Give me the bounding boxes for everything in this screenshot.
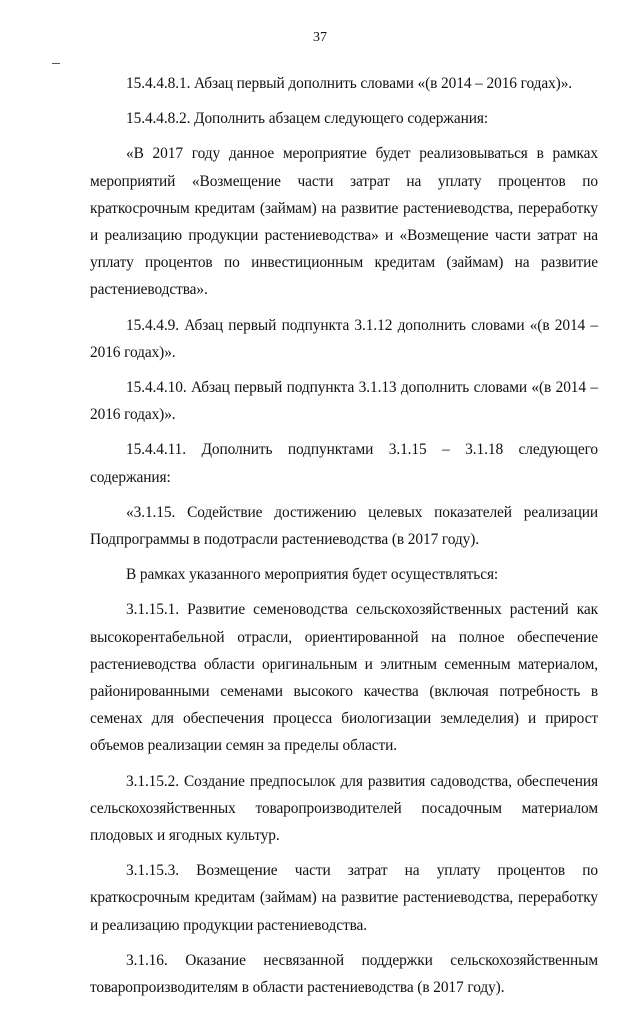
paragraph-3-1-15-3: 3.1.15.3. Возмещение части затрат на уплату процентов по краткосрочным кредитам (займам) на развитие растениеводства, переработку и реализацию продукции растениеводства. [90,862,598,934]
paragraph-15-4-4-8-2: 15.4.4.8.2. Дополнить абзацем следующего содержания: [126,110,489,128]
paragraph-3-1-15-2: 3.1.15.2. Создание предпосылок для развития садоводства, обеспечения сельскохозяйственных товаропроизводителей посадочным материалом плодовых и ягодных культур. [90,772,598,845]
paragraph-quote-2017: «В 2017 году данное мероприятие будет реализовываться в рамках мероприятий «Возмещение части затрат на уплату процентов по краткосрочным кредитам (займам) на развитие растениеводства, переработку и реализацию продукции растениеводства» и «Возмещение части затрат на уплату процентов по инвестиционным кредитам (займам) на развитие растениеводства». [90,145,598,299]
paragraph-15-4-4-8-1: 15.4.4.8.1. Абзац первый дополнить словами «(в 2014 – 2016 годах)». [126,75,573,92]
paragraph-measure-intro: В рамках указанного мероприятия будет осуществляться: [126,566,499,584]
paragraph-3-1-15: «3.1.15. Содействие достижению целевых показателей реализации Подпрограммы в подотрасли растениеводства (в 2017 году). [90,503,598,549]
paragraph-3-1-15-1: 3.1.15.1. Развитие семеноводства сельскохозяйственных растений как высокорентабельной отрасли, ориентированной на полное обеспечение растениеводства области оригинальным и элитным семенным материалом, районированными семенами высокого качества (включая потребность в семенах для обеспечения процесса биологизации земледелия) и прирост объемов реализации семян за пределы области. [90,601,598,755]
margin-mark [52,63,60,64]
page-number: 37 [313,30,327,45]
paragraph-15-4-4-10: 15.4.4.10. Абзац первый подпункта 3.1.13 дополнить словами «(в 2014 – 2016 годах)». [90,379,598,424]
paragraph-15-4-4-9: 15.4.4.9. Абзац первый подпункта 3.1.12 дополнить словами «(в 2014 – 2016 годах)». [90,316,598,361]
paragraph-3-1-16: 3.1.16. Оказание несвязанной поддержки сельскохозяйственным товаропроизводителям в области растениеводства (в 2017 году). [90,951,598,997]
document-body [90,70,598,1009]
paragraph-15-4-4-11: 15.4.4.11. Дополнить подпунктами 3.1.15 – 3.1.18 следующего содержания: [90,441,598,486]
